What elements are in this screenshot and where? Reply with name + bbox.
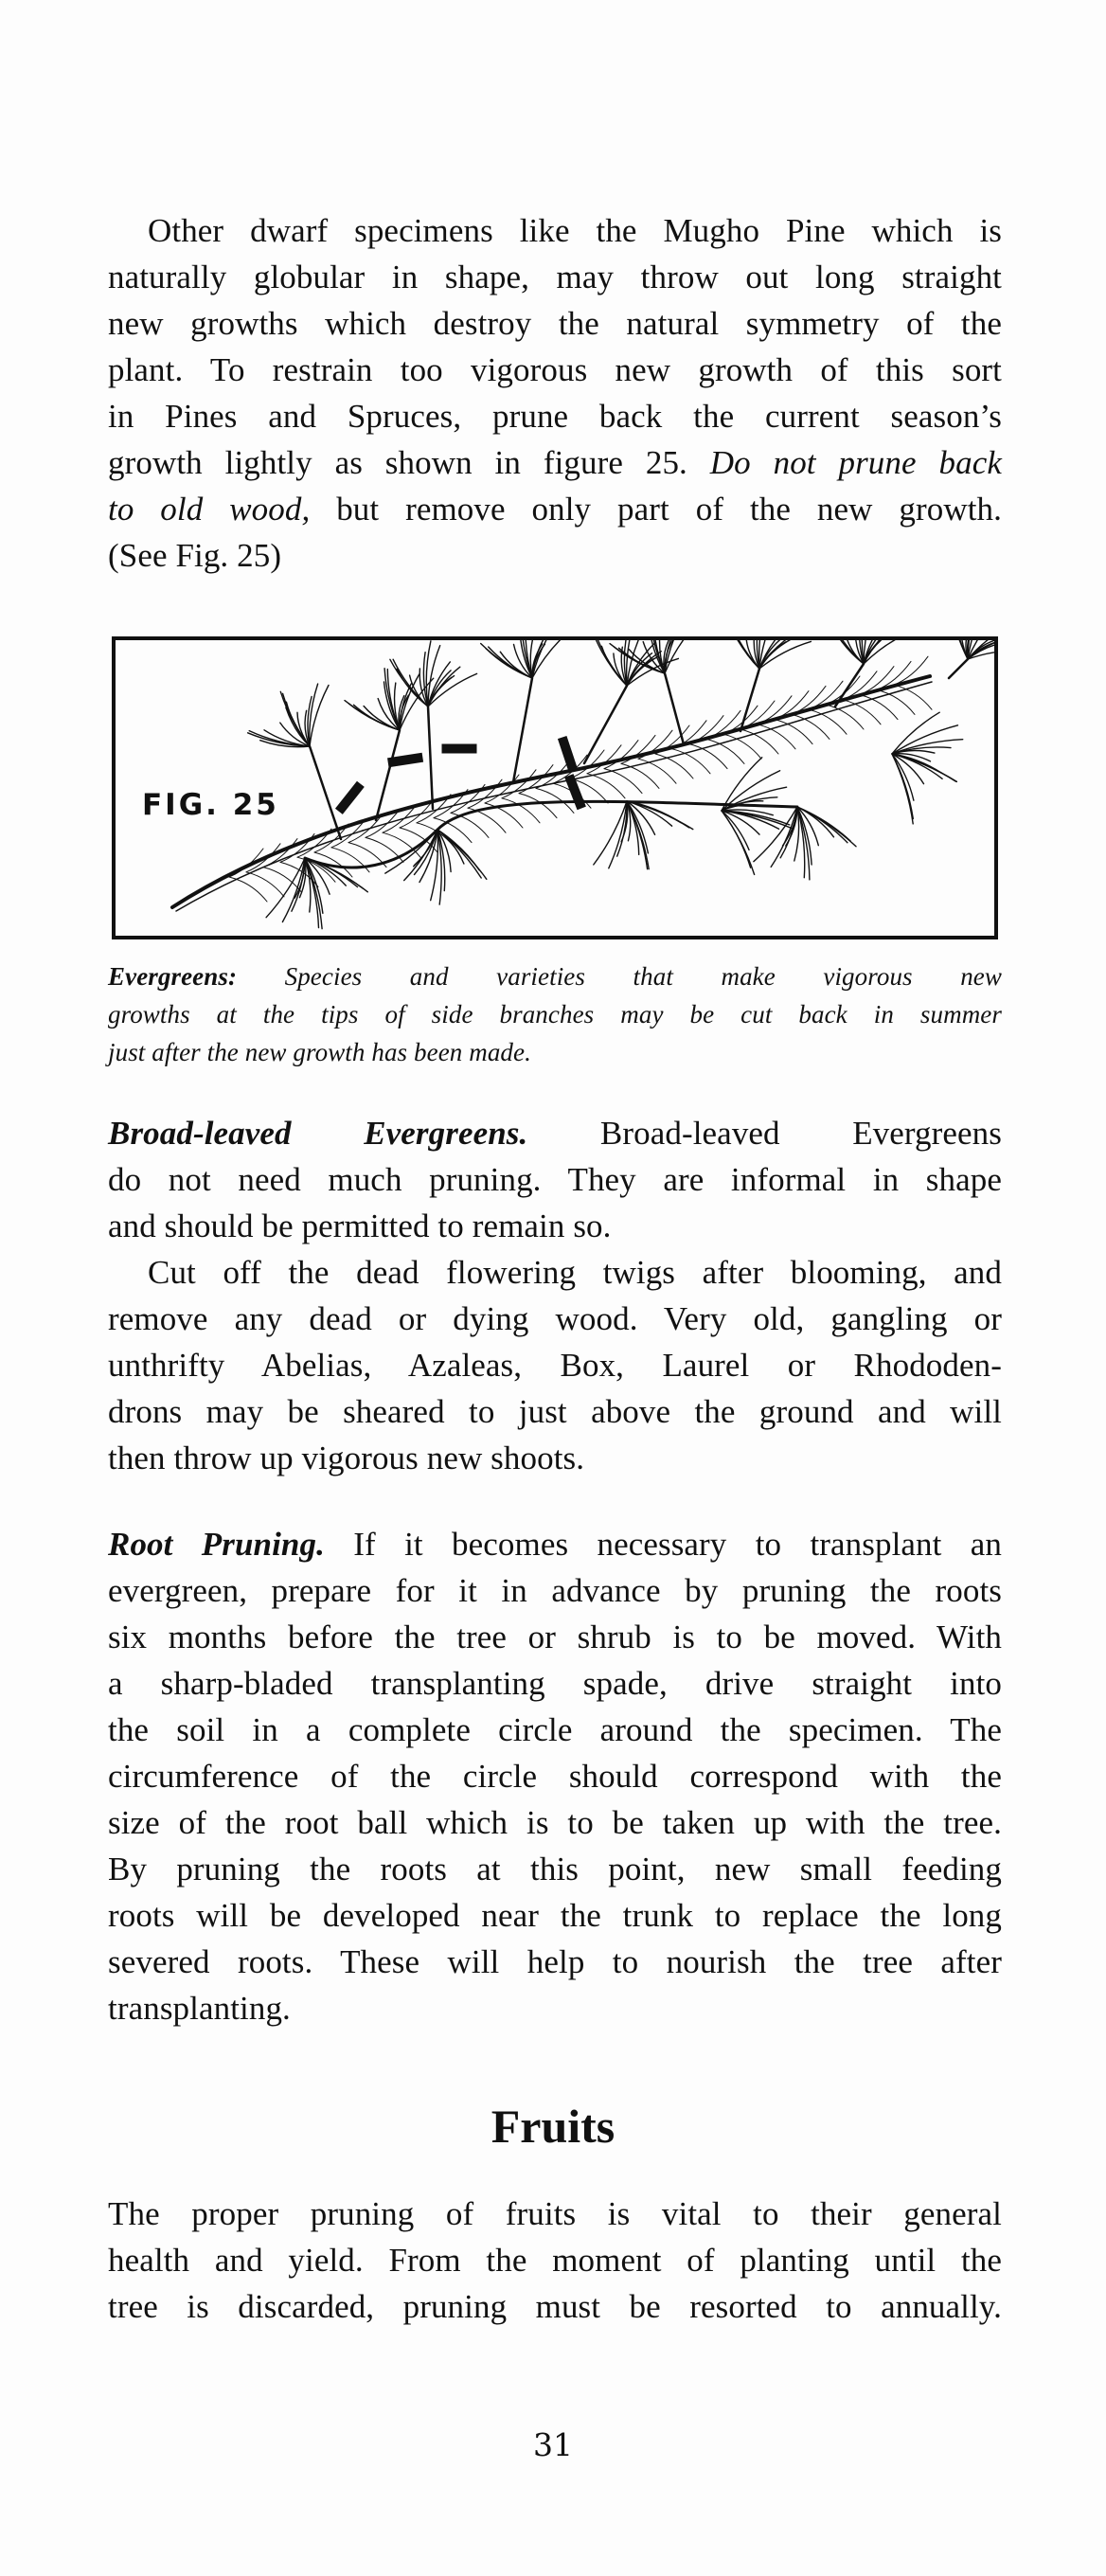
text-line: do not need much pruning. They are informal in shape: [108, 1161, 1002, 1198]
pine-needle: [393, 659, 428, 707]
text-segment: If it becomes necessary to transplant an: [324, 1526, 1002, 1563]
pine-needle: [282, 858, 305, 922]
text-line: six months before the tree or shrub is to be moved. With: [108, 1619, 1002, 1655]
text-line: a sharp-bladed transplanting spade, drive straight into: [108, 1665, 1002, 1702]
cut-mark: [336, 781, 364, 814]
twig: [949, 659, 968, 678]
figure-25: [112, 636, 998, 939]
text-line: drons may be sheared to just above the ground and will: [108, 1393, 1002, 1430]
pine-needle: [665, 640, 685, 673]
intro-paragraph: [108, 207, 1002, 579]
text-line: circumference of the circle should correspond with the: [108, 1758, 1002, 1795]
text-line: and should be permitted to remain so.: [108, 1208, 612, 1244]
text-line: health and yield. From the moment of planting until the: [108, 2242, 1002, 2279]
caption-line: [108, 957, 1002, 995]
twig: [584, 686, 627, 763]
text-line: [108, 1521, 1002, 1567]
caption-line: growths at the tips of side branches may be cut back in summer: [108, 1000, 1002, 1029]
pine-needle: [672, 749, 710, 774]
text-line: size of the root ball which is to be taken up with the tree.: [108, 1804, 1002, 1841]
caption-line: just after the new growth has been made.: [108, 1038, 531, 1066]
page-number: 31: [533, 2426, 573, 2463]
text-line: (See Fig. 25): [108, 537, 282, 574]
pine-needle: [722, 811, 751, 868]
pine-needle: [594, 801, 627, 865]
emphasis-text: to old wood,: [108, 491, 311, 528]
text-segment: growth lightly as shown in figure 25.: [108, 444, 687, 481]
text-line: [108, 1110, 1002, 1156]
text-segment: but remove only part of the new growth.: [310, 491, 1002, 528]
emphasis-text: Do not prune back: [709, 444, 1002, 481]
pine-needle: [894, 685, 932, 709]
pine-needle: [638, 759, 676, 783]
section-heading: Root Pruning.: [108, 1526, 325, 1563]
section-heading: Broad-leaved Evergreens.: [108, 1115, 528, 1152]
pine-needle: [604, 769, 642, 794]
text-segment: Species and varieties that make vigorous new: [237, 962, 1002, 991]
text-segment: Broad-leaved Evergreens: [527, 1115, 1002, 1152]
fruits-paragraph: [108, 2191, 1002, 2330]
text-line: Other dwarf specimens like the Mugho Pine which is: [148, 212, 1002, 249]
pine-needle: [428, 667, 460, 707]
main-branch: [172, 676, 930, 907]
pine-needle: [587, 774, 625, 798]
text-line: tree is discarded, pruning must be resorted to annually.: [108, 2288, 1002, 2325]
cut-mark: [565, 775, 585, 810]
text-line: in Pines and Spruces, prune back the current season’s: [108, 398, 1002, 435]
pine-needle: [771, 807, 797, 867]
pine-needle: [519, 794, 557, 818]
pine-needle: [775, 720, 812, 744]
cut-mark: [442, 744, 476, 753]
text-line: unthrifty Abelias, Azaleas, Box, Laurel or Rhododen-: [108, 1347, 1002, 1384]
broad-leaved-section: [108, 1110, 1002, 1481]
pine-needle: [877, 689, 915, 714]
text-line: [108, 486, 1002, 532]
pine-branch-illustration: [116, 640, 994, 936]
twig: [428, 707, 433, 809]
text-line: The proper pruning of fruits is vital to their general: [108, 2195, 1002, 2232]
twig: [665, 673, 684, 744]
figure-label: FIG. 25: [142, 788, 279, 822]
text-line: roots will be developed near the trunk to replace the long: [108, 1897, 1002, 1934]
pine-needle: [689, 744, 727, 769]
pine-needle: [809, 709, 847, 734]
text-line: Cut off the dead flowering twigs after blooming, and: [148, 1254, 1002, 1291]
text-line: new growths which destroy the natural symmetry of the: [108, 305, 1002, 342]
text-line: transplanting.: [108, 1990, 291, 2027]
pine-needle: [792, 714, 830, 739]
figure-caption: [108, 957, 1002, 1071]
text-line: evergreen, prepare for it in advance by pruning the roots: [108, 1572, 1002, 1609]
pine-needle: [826, 705, 864, 729]
pine-needle: [310, 686, 329, 747]
caption-lead: Evergreens:: [108, 962, 238, 991]
fruits-heading: Fruits: [491, 2100, 615, 2153]
pine-needle: [655, 754, 693, 778]
pine-needle: [860, 695, 898, 720]
text-line: [108, 439, 1002, 486]
pine-needle: [263, 868, 301, 892]
pine-needle: [892, 725, 958, 754]
text-line: By pruning the roots at this point, new small feeding: [108, 1851, 1002, 1887]
text-line: severed roots. These will help to nourish the tree after: [108, 1943, 1002, 1980]
pine-needle: [246, 872, 284, 897]
twig: [513, 678, 532, 782]
twig: [376, 730, 400, 820]
pine-needle: [843, 700, 881, 724]
root-pruning-section: [108, 1521, 1002, 2031]
pine-needle: [383, 832, 420, 857]
text-line: naturally globular in shape, may throw out long straight: [108, 259, 1002, 295]
text-line: then throw up vigorous new shoots.: [108, 1440, 585, 1476]
text-line: remove any dead or dying wood. Very old, gangling or: [108, 1300, 1002, 1337]
text-line: the soil in a complete circle around the specimen. The: [108, 1711, 1002, 1748]
text-line: plant. To restrain too vigorous new growth of this sort: [108, 351, 1002, 388]
pine-needle: [468, 779, 502, 808]
twig: [310, 746, 341, 839]
cut-mark: [559, 737, 578, 772]
pine-needle: [400, 674, 419, 730]
